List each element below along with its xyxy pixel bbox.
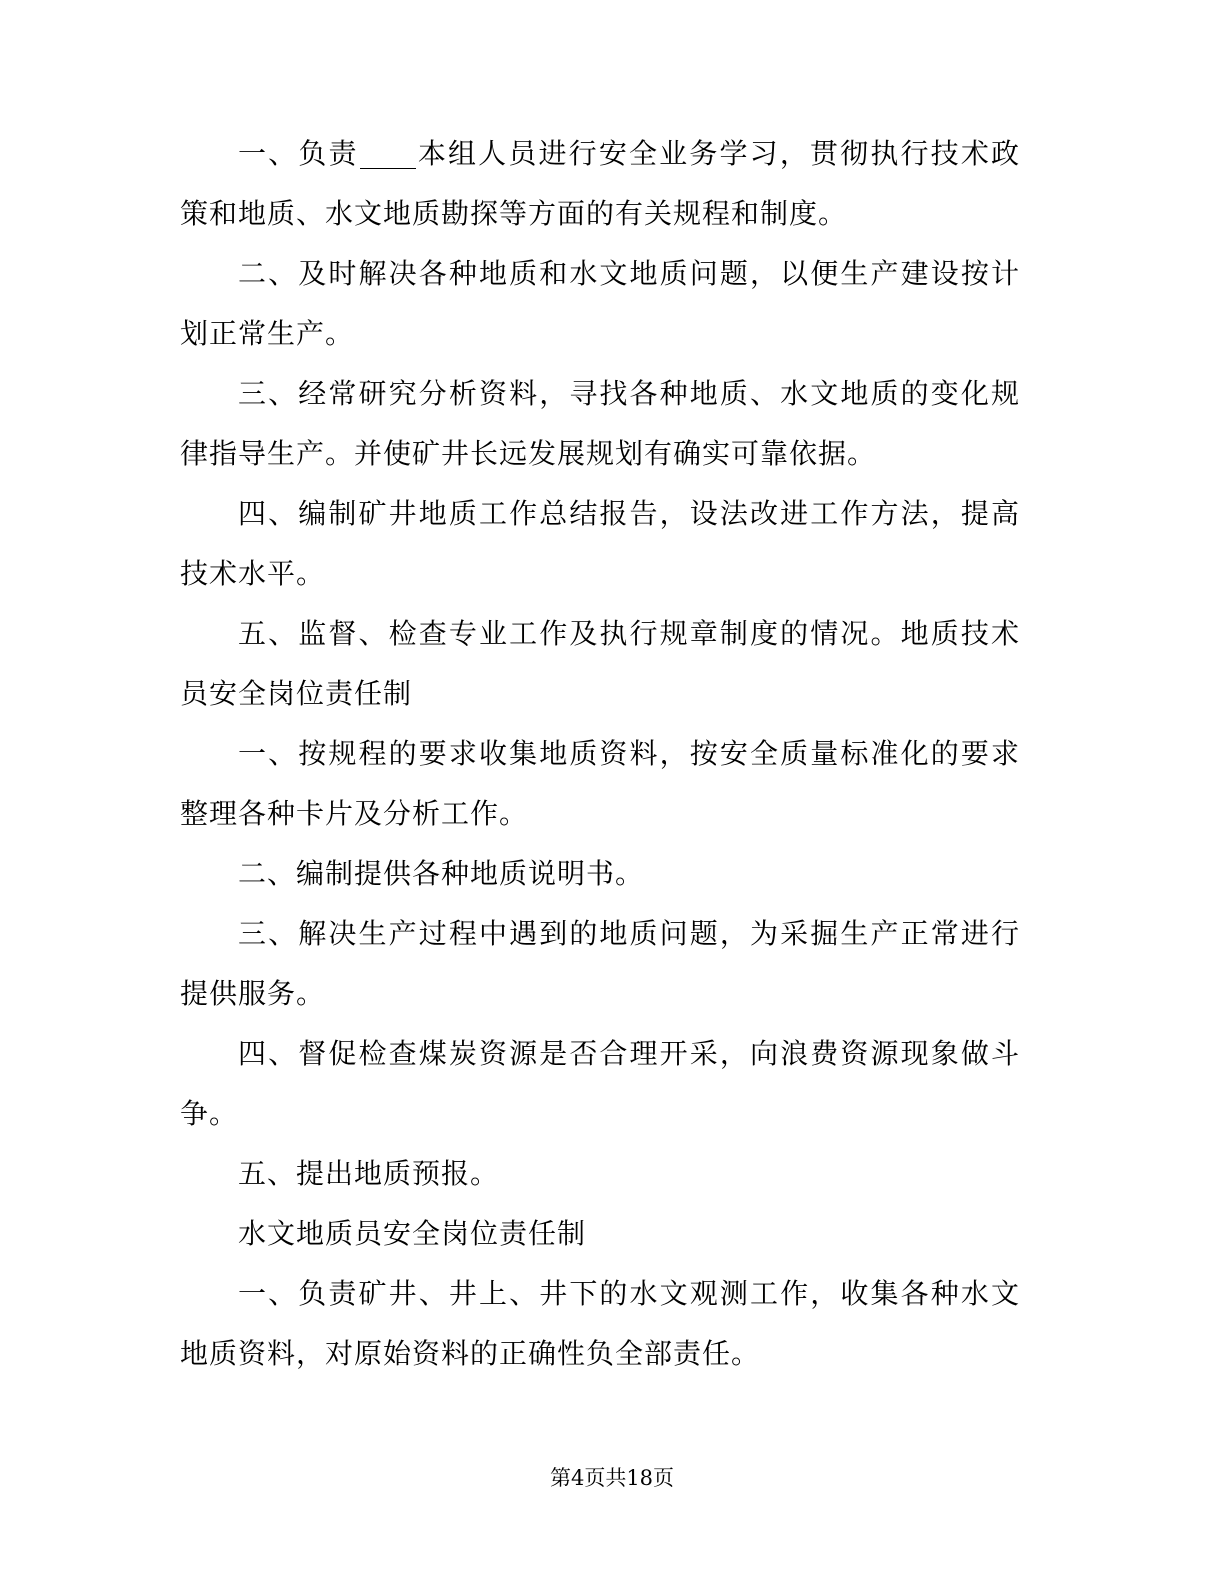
paragraph-1-before-blank: 一、负责	[238, 137, 359, 170]
paragraph-1	[180, 124, 1020, 244]
paragraph-6: 一、按规程的要求收集地质资料，按安全质量标准化的要求整理各种卡片及分析工作。	[180, 737, 1020, 830]
paragraph-8: 三、解决生产过程中遇到的地质问题，为采掘生产正常进行提供服务。	[180, 917, 1020, 1010]
paragraph-10: 五、提出地质预报。	[238, 1157, 500, 1190]
page-number: 第4页共18页	[549, 1466, 675, 1490]
paragraph-2: 二、及时解决各种地质和水文地质问题，以便生产建设按计划正常生产。	[180, 257, 1020, 350]
paragraph-9: 四、督促检查煤炭资源是否合理开采，向浪费资源现象做斗争。	[180, 1037, 1020, 1130]
paragraph-7: 二、编制提供各种地质说明书。	[238, 857, 645, 890]
paragraph-12: 一、负责矿井、井上、井下的水文观测工作，收集各种水文地质资料，对原始资料的正确性负全部责任。	[180, 1277, 1020, 1370]
paragraph-4: 四、编制矿井地质工作总结报告，设法改进工作方法，提高技术水平。	[180, 497, 1020, 590]
document-body	[180, 124, 1020, 1384]
paragraph-1-after-blank: 本组人员进行安全业务学习，贯彻执行技术政策和地质、水文地质勘探等方面的有关规程和制度。	[180, 137, 1020, 230]
fill-in-blank	[360, 140, 416, 169]
paragraph-5: 五、监督、检查专业工作及执行规章制度的情况。地质技术员安全岗位责任制	[180, 617, 1020, 710]
paragraph-3: 三、经常研究分析资料，寻找各种地质、水文地质的变化规律指导生产。并使矿井长远发展规划有确实可靠依据。	[180, 377, 1020, 470]
section-heading: 水文地质员安全岗位责任制	[238, 1217, 587, 1250]
